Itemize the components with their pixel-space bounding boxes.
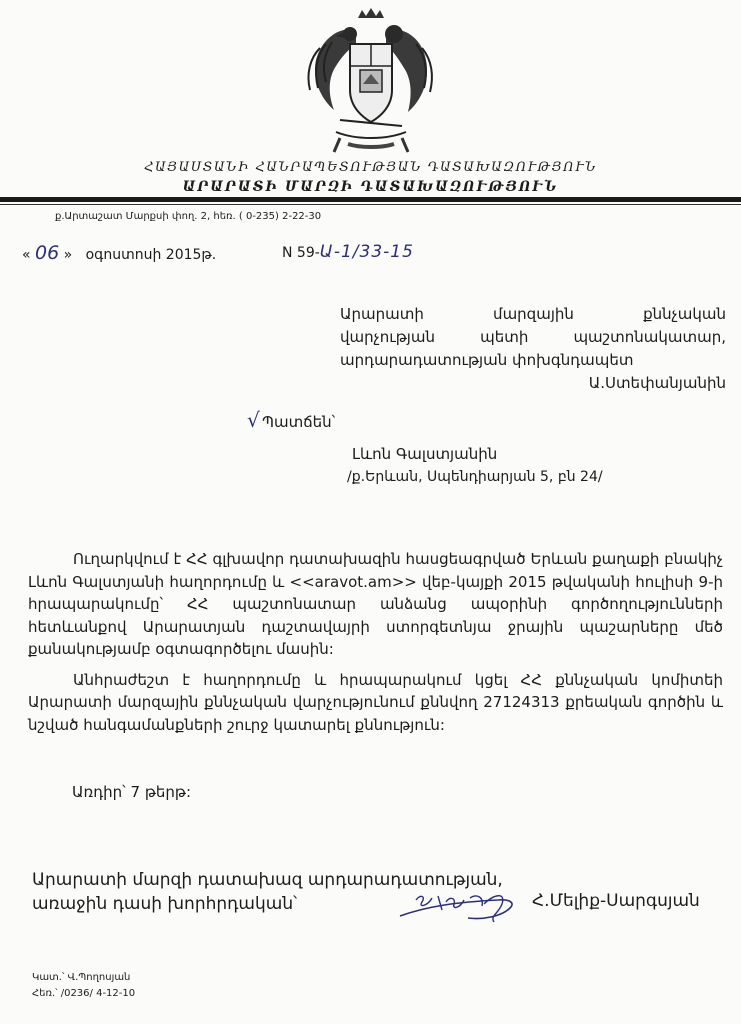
handwritten-checkmark: √ [247, 408, 260, 432]
copy-recipient-name: Լևոն Գալստյանին [352, 445, 498, 463]
reference-number [282, 242, 414, 262]
recipient-line: վարչության պետի պաշտոնակատար, [340, 328, 726, 346]
letter-body [28, 548, 723, 736]
header-divider-thin [0, 204, 741, 205]
organization-name-regional: ԱՐԱՐԱՏԻ ՄԱՐԶԻ ԴԱՏԱԽԱԶՈՒԹՅՈՒՆ [182, 179, 559, 195]
organization-address: ք.Արտաշատ Մարքսի փող. 2, հեռ. ( 0-235) 2-22-30 [55, 211, 322, 222]
date-day-handwritten: 06 [35, 242, 60, 264]
recipient-line: արդարադատության փոխգնդապետ [340, 351, 634, 369]
header-divider [0, 197, 741, 202]
date-month-year: օգոստոսի 2015թ. [85, 247, 217, 263]
date-close-quote: » [63, 247, 73, 263]
reference-handwritten: Ա-1/33-15 [319, 242, 414, 262]
executor-name: Կատ.՝ Վ.Պողոսյան [32, 972, 131, 983]
signatory-title-line: առաջին դասի խորհրդական՝ [32, 894, 298, 914]
recipient-block [340, 303, 726, 395]
body-paragraph: Ուղարկվում է ՀՀ գլխավոր դատախազին հասցեագրված Երևան քաղաքի բնակիչ Լևոն Գալստյանի հաղորդումը և <<aravot.am>> վեբ-կայքի 2015 թվականի հուլիսի 9-ի հրապարակումը՝ ՀՀ պաշտոնատար անձանց ապօրինի գործողությունների հետևանքով Արարատյան դաշտավայրի ստորգետնյա ջրային պաշարները մեծ քանակությամբ օգտագործելու մասին: [28, 550, 723, 658]
recipient-line: Արարատի մարզային քննչական [340, 305, 726, 323]
organization-name-national: ՀԱՅԱՍՏԱՆԻ ՀԱՆՐԱՊԵՏՈՒԹՅԱՆ ԴԱՏԱԽԱԶՈՒԹՅՈՒՆ [144, 160, 597, 175]
date-open-quote: « [22, 247, 31, 263]
recipient-name: Ա.Ստեփանյանին [588, 374, 726, 392]
reference-printed: N 59- [282, 245, 320, 261]
body-paragraph: Անհրաժեշտ է հաղորդումը և հրապարակում կցել ՀՀ քննչական կոմիտեի Արարատի մարզային քննչական վարչությունում քննվող 27124313 քրեական գործին և նշված հանգամանքների շուրջ կատարել քննություն: [28, 670, 723, 734]
signature-icon [398, 886, 523, 926]
signatory-title-line: Արարատի մարզի դատախազ արդարադատության, [32, 870, 503, 890]
document-date [22, 242, 216, 264]
copy-label: Պատճեն՝ [262, 413, 336, 431]
enclosure-note: Առդիր՝ 7 թերթ: [72, 783, 192, 801]
signatory-name: Հ.Մելիք-Սարգսյան [532, 891, 700, 911]
copy-recipient-address: /ք.Երևան, Սպենդիարյան 5, բն 24/ [347, 469, 603, 485]
coat-of-arms-icon [300, 8, 442, 158]
executor-phone: Հեռ.՝ /0236/ 4-12-10 [32, 988, 136, 999]
